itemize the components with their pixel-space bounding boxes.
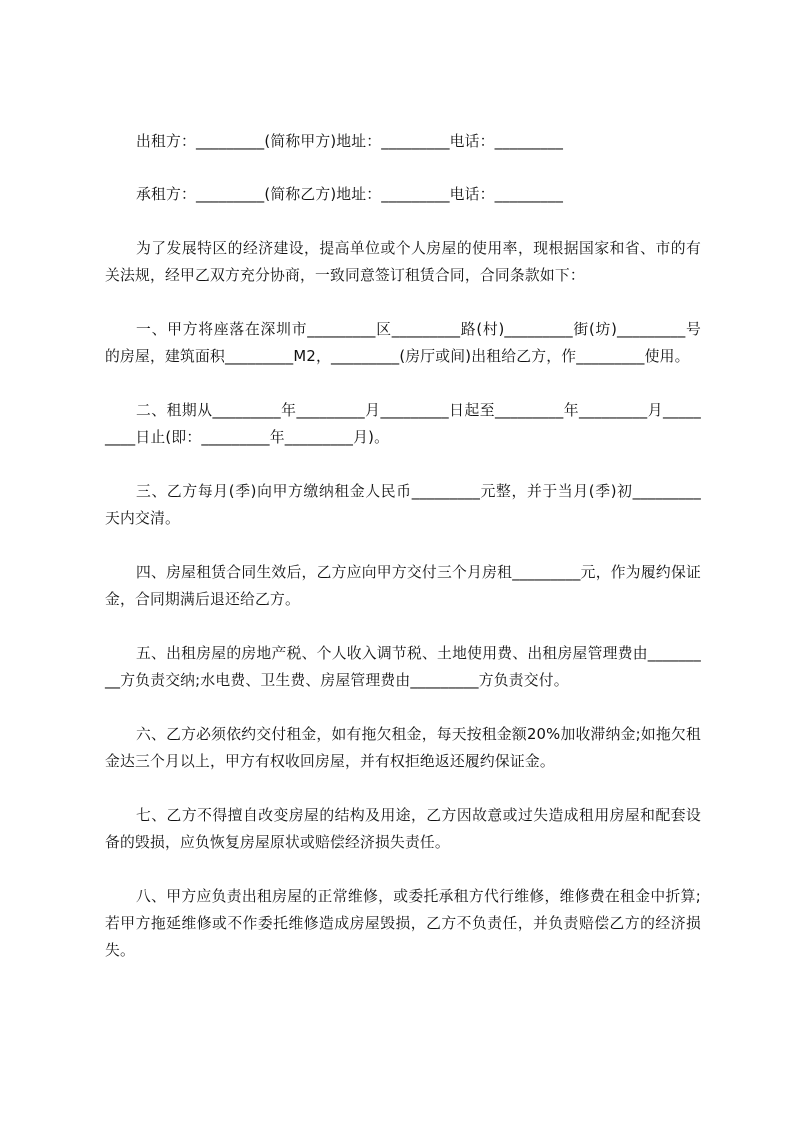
clause-2-paragraph: 二、租期从_________年_________月_________日起至_________年_________月_________日止(即：_________年_________月)。 bbox=[105, 402, 701, 446]
clause-1-paragraph: 一、甲方将座落在深圳市_________区_________路(村)_________街(坊)_________号的房屋，建筑面积_________M2，_________(房厅或间)出租给乙方，作_________使用。 bbox=[105, 321, 701, 365]
clause-7-paragraph: 七、乙方不得擅自改变房屋的结构及用途，乙方因故意或过失造成租用房屋和配套设备的毁损，应负恢复房屋原状或赔偿经济损失责任。 bbox=[105, 807, 701, 851]
clause-6-paragraph: 六、乙方必须依约交付租金，如有拖欠租金，每天按租金额20%加收滞纳金;如拖欠租金达三个月以上，甲方有权收回房屋，并有权拒绝返还履约保证金。 bbox=[105, 726, 701, 770]
clause-3-paragraph: 三、乙方每月(季)向甲方缴纳租金人民币_________元整，并于当月(季)初_________天内交清。 bbox=[105, 483, 701, 527]
lessor-line: 出租方：_________(简称甲方)地址：_________电话：_________ bbox=[136, 133, 564, 150]
preamble-paragraph: 为了发展特区的经济建设，提高单位或个人房屋的使用率，现根据国家和省、市的有关法规，经甲乙双方充分协商，一致同意签订租赁合同，合同条款如下： bbox=[105, 240, 701, 284]
clause-5-paragraph: 五、出租房屋的房地产税、个人收入调节税、土地使用费、出租房屋管理费由_________方负责交纳;水电费、卫生费、房屋管理费由_________方负责交付。 bbox=[105, 645, 701, 689]
lessee-line: 承租方：_________(简称乙方)地址：_________电话：_________ bbox=[136, 186, 564, 203]
clause-8-paragraph: 八、甲方应负责出租房屋的正常维修，或委托承租方代行维修，维修费在租金中折算;若甲方拖延维修或不作委托维修造成房屋毁损，乙方不负责任，并负责赔偿乙方的经济损失。 bbox=[105, 888, 701, 959]
document-body bbox=[105, 128, 701, 964]
clause-4-paragraph: 四、房屋租赁合同生效后，乙方应向甲方交付三个月房租_________元，作为履约保证金，合同期满后退还给乙方。 bbox=[105, 564, 701, 608]
